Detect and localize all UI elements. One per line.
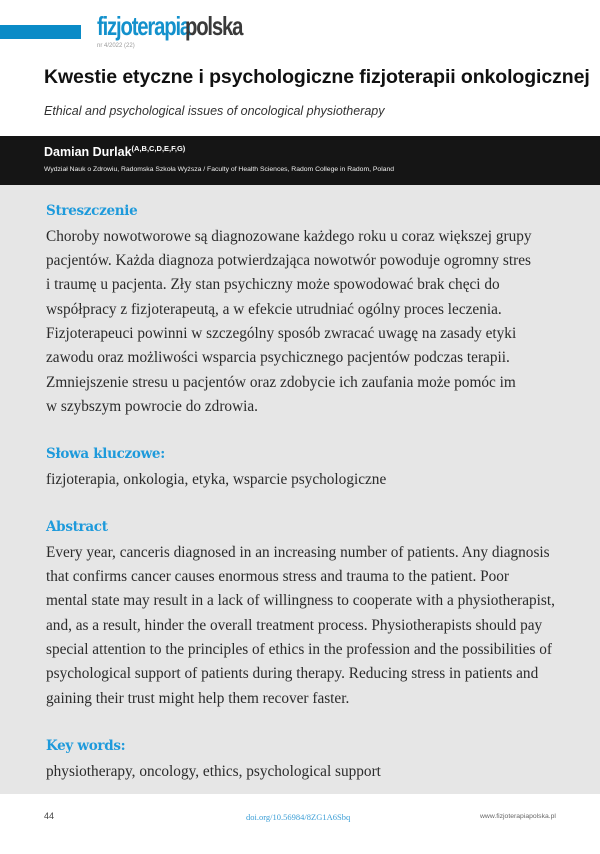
paragraph-line: zawodu oraz możliwości wsparcia psychicznego pacjentów podczas terapii.: [46, 349, 510, 366]
paragraph-line: that confirms cancer causes enormous stress and trauma to the patient. Poor: [46, 568, 510, 585]
paragraph-line: w szybszym powrocie do zdrowia.: [46, 398, 258, 415]
journal-logo: [97, 11, 243, 45]
paragraph-line: Every year, canceris diagnosed in an increasing number of patients. Any diagnosis: [46, 544, 550, 561]
website-link[interactable]: www.fizjoterapiapolska.pl: [480, 813, 556, 820]
author-contribution: (A,B,C,D,E,F,G): [131, 144, 186, 153]
author-band: [0, 136, 600, 185]
brand-accent-bar: [0, 25, 81, 39]
journal-name-part1: fizjoterapia: [97, 11, 191, 41]
key-words-text: physiotherapy, oncology, ethics, psychological support: [46, 763, 381, 780]
author-name: Damian Durlak: [44, 145, 132, 159]
abstract-heading: Abstract: [46, 519, 108, 535]
issue-number: nr 4/2022 (22): [97, 43, 135, 49]
paragraph-line: Choroby nowotworowe są diagnozowane każdego roku u coraz większej grupy: [46, 228, 532, 245]
paragraph-line: special attention to the principles of ethics in the profession and the possibilities of: [46, 641, 552, 658]
author-affiliation: Wydział Nauk o Zdrowiu, Radomska Szkoła Wyższa / Faculty of Health Sciences, Radom College in Radom, Poland: [44, 166, 395, 173]
paragraph-line: i traumę u pacjenta. Zły stan psychiczny może spowodować brak chęci do: [46, 276, 500, 293]
doi-link[interactable]: doi.org/10.56984/8ZG1A6Sbq: [246, 812, 351, 822]
journal-name-part2: polska: [185, 11, 243, 41]
paragraph-line: Fizjoterapeuci powinni w szczególny sposób zwracać uwagę na zasady etyki: [46, 325, 517, 342]
article-title: Kwestie etyczne i psychologiczne fizjoterapii onkologicznej: [44, 66, 590, 88]
streszczenie-heading: Streszczenie: [46, 203, 138, 219]
paragraph-line: psychological support of patients during therapy. Reducing stress in patients and: [46, 665, 539, 682]
paragraph-line: and, as a result, hinder the overall treatment process. Physiotherapists should pay: [46, 617, 543, 634]
paragraph-line: Zmniejszenie stresu u pacjentów oraz zdobycie ich zaufania może pomóc im: [46, 374, 516, 391]
paragraph-line: współpracy z fizjoterapeutą, a w efekcie utrudniać ogólny proces leczenia.: [46, 301, 502, 318]
paragraph-line: pacjentów. Każda diagnoza potwierdzająca nowotwór powoduje ogromny stres: [46, 252, 531, 269]
paragraph-line: mental state may result in a lack of willingness to cooperate with a physiotherapist,: [46, 592, 555, 609]
key-words-heading: Key words:: [46, 738, 126, 754]
slowa-kluczowe-text: fizjoterapia, onkologia, etyka, wsparcie psychologiczne: [46, 471, 387, 488]
paragraph-line: gaining their trust might help them recover faster.: [46, 690, 350, 707]
author: [44, 144, 185, 159]
slowa-kluczowe-heading: Słowa kluczowe:: [46, 446, 165, 462]
article-subtitle: Ethical and psychological issues of oncological physiotherapy: [44, 104, 385, 118]
page-number: 44: [44, 811, 55, 821]
